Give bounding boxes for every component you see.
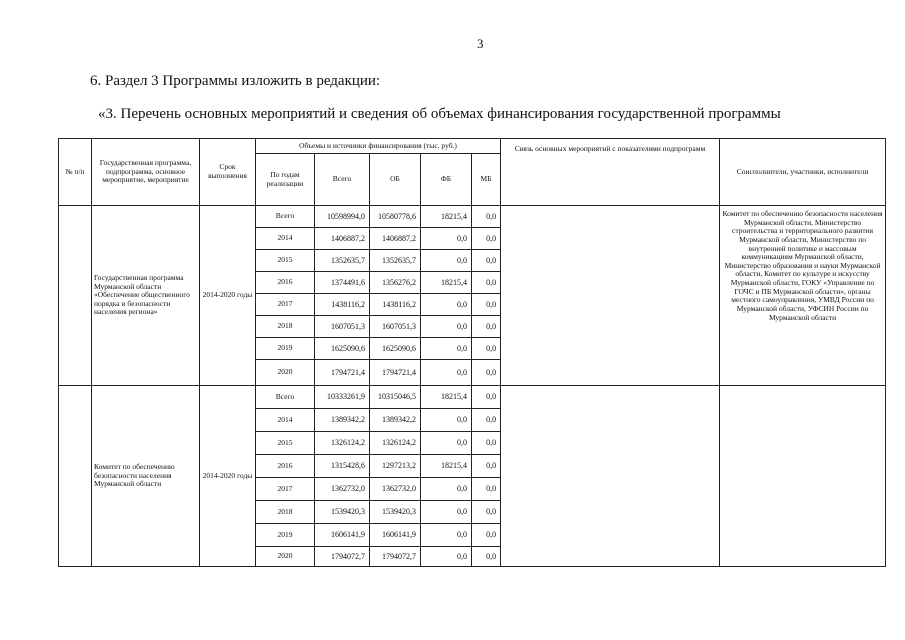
ob-cell: 1406887,2 (370, 228, 421, 250)
ob-cell: 1607051,3 (370, 316, 421, 338)
mb-cell: 0,0 (472, 360, 501, 386)
total-cell: 1389342,2 (315, 409, 370, 432)
total-cell: 1539420,3 (315, 501, 370, 524)
total-cell: 1326124,2 (315, 432, 370, 455)
table-header (59, 139, 886, 206)
year-cell: 2014 (256, 409, 315, 432)
year-cell: 2019 (256, 524, 315, 547)
year-cell: 2017 (256, 294, 315, 316)
mb-cell: 0,0 (472, 338, 501, 360)
year-cell: 2019 (256, 338, 315, 360)
indicator-link-cell (501, 386, 720, 567)
year-cell: Всего (256, 386, 315, 409)
table-row (59, 206, 886, 228)
fb-cell: 18215,4 (421, 272, 472, 294)
ob-cell: 10580778,6 (370, 206, 421, 228)
ob-cell: 1794721,4 (370, 360, 421, 386)
ob-cell: 1606141,9 (370, 524, 421, 547)
table-title: «3. Перечень основных мероприятий и сведения об объемах финансирования государственной программы (98, 106, 781, 122)
mb-cell: 0,0 (472, 547, 501, 567)
executors-cell: Комитет по обеспечению безопасности населения Мурманской области, Министерство строительства и территориального развития Мурманской области, Министерство по внутренней политике и массовым коммуникациям Мурманской области, Министерство образования и науки Мурманской области, Комитет по культуре и искусству Мурманской области, ГОКУ «Управление по ГОЧС и ПБ Мурманской области», органы местного самоуправления, УМВД России по Мурманской области, УФСИН России по Мурманской области (720, 206, 886, 386)
year-cell: 2018 (256, 316, 315, 338)
ob-cell: 1794072,7 (370, 547, 421, 567)
ob-cell: 1352635,7 (370, 250, 421, 272)
mb-cell: 0,0 (472, 228, 501, 250)
total-cell: 10598994,0 (315, 206, 370, 228)
year-cell: 2014 (256, 228, 315, 250)
mb-cell: 0,0 (472, 524, 501, 547)
mb-cell: 0,0 (472, 478, 501, 501)
total-cell: 1438116,2 (315, 294, 370, 316)
fb-cell: 0,0 (421, 228, 472, 250)
ob-cell: 1297213,2 (370, 455, 421, 478)
header-by-year: По годам реализации (256, 154, 315, 206)
fb-cell: 0,0 (421, 478, 472, 501)
fb-cell: 18215,4 (421, 206, 472, 228)
mb-cell: 0,0 (472, 272, 501, 294)
year-cell: 2020 (256, 360, 315, 386)
fb-cell: 0,0 (421, 547, 472, 567)
mb-cell: 0,0 (472, 250, 501, 272)
year-cell: 2015 (256, 432, 315, 455)
total-cell: 1607051,3 (315, 316, 370, 338)
header-ob: ОБ (370, 154, 421, 206)
fb-cell: 18215,4 (421, 386, 472, 409)
program-name: Комитет по обеспечению безопасности населения Мурманской области (92, 386, 200, 567)
ob-cell: 1356276,2 (370, 272, 421, 294)
mb-cell: 0,0 (472, 386, 501, 409)
header-total: Всего (315, 154, 370, 206)
total-cell: 1794721,4 (315, 360, 370, 386)
header-fb: ФБ (421, 154, 472, 206)
row-number-cell (59, 206, 92, 386)
fb-cell: 0,0 (421, 501, 472, 524)
total-cell: 10333261,9 (315, 386, 370, 409)
year-cell: 2016 (256, 272, 315, 294)
header-term: Срок выполнения (200, 139, 256, 206)
total-cell: 1352635,7 (315, 250, 370, 272)
total-cell: 1374491,6 (315, 272, 370, 294)
header-executors: Соисполнители, участники, исполнители (720, 139, 886, 206)
mb-cell: 0,0 (472, 455, 501, 478)
header-program: Государственная программа, подпрограмма, основное мероприятие, мероприятие (92, 139, 200, 206)
fb-cell: 18215,4 (421, 455, 472, 478)
table-row (59, 386, 886, 409)
mb-cell: 0,0 (472, 501, 501, 524)
mb-cell: 0,0 (472, 432, 501, 455)
page-number: 3 (477, 36, 484, 51)
mb-cell: 0,0 (472, 316, 501, 338)
year-cell: 2015 (256, 250, 315, 272)
total-cell: 1406887,2 (315, 228, 370, 250)
program-name: Государственная программа Мурманской области «Обеспечение общественного порядка и безопасности населения региона» (92, 206, 200, 386)
mb-cell: 0,0 (472, 294, 501, 316)
section-heading: 6. Раздел 3 Программы изложить в редакции: (90, 73, 381, 89)
ob-cell: 1539420,3 (370, 501, 421, 524)
ob-cell: 10315046,5 (370, 386, 421, 409)
fb-cell: 0,0 (421, 360, 472, 386)
ob-cell: 1326124,2 (370, 432, 421, 455)
fb-cell: 0,0 (421, 524, 472, 547)
total-cell: 1362732,0 (315, 478, 370, 501)
indicator-link-cell (501, 206, 720, 386)
header-no: № п/п (59, 139, 92, 206)
executors-cell (720, 386, 886, 567)
header-link: Связь основных мероприятий с показателями подпрограмм (501, 139, 720, 206)
mb-cell: 0,0 (472, 409, 501, 432)
header-mb: МБ (472, 154, 501, 206)
row-number-cell (59, 386, 92, 567)
fb-cell: 0,0 (421, 250, 472, 272)
year-cell: Всего (256, 206, 315, 228)
ob-cell: 1389342,2 (370, 409, 421, 432)
header-funding-group: Объемы и источники финансирования (тыс. руб.) (256, 139, 501, 154)
fb-cell: 0,0 (421, 409, 472, 432)
fb-cell: 0,0 (421, 432, 472, 455)
ob-cell: 1438116,2 (370, 294, 421, 316)
year-cell: 2016 (256, 455, 315, 478)
mb-cell: 0,0 (472, 206, 501, 228)
ob-cell: 1362732,0 (370, 478, 421, 501)
year-cell: 2020 (256, 547, 315, 567)
total-cell: 1606141,9 (315, 524, 370, 547)
fb-cell: 0,0 (421, 294, 472, 316)
fb-cell: 0,0 (421, 338, 472, 360)
fb-cell: 0,0 (421, 316, 472, 338)
total-cell: 1794072,7 (315, 547, 370, 567)
table-body (59, 206, 886, 567)
year-cell: 2018 (256, 501, 315, 524)
ob-cell: 1625090,6 (370, 338, 421, 360)
total-cell: 1625090,6 (315, 338, 370, 360)
program-term: 2014-2020 годы (200, 206, 256, 386)
funding-table (58, 138, 886, 567)
total-cell: 1315428,6 (315, 455, 370, 478)
year-cell: 2017 (256, 478, 315, 501)
program-term: 2014-2020 годы (200, 386, 256, 567)
